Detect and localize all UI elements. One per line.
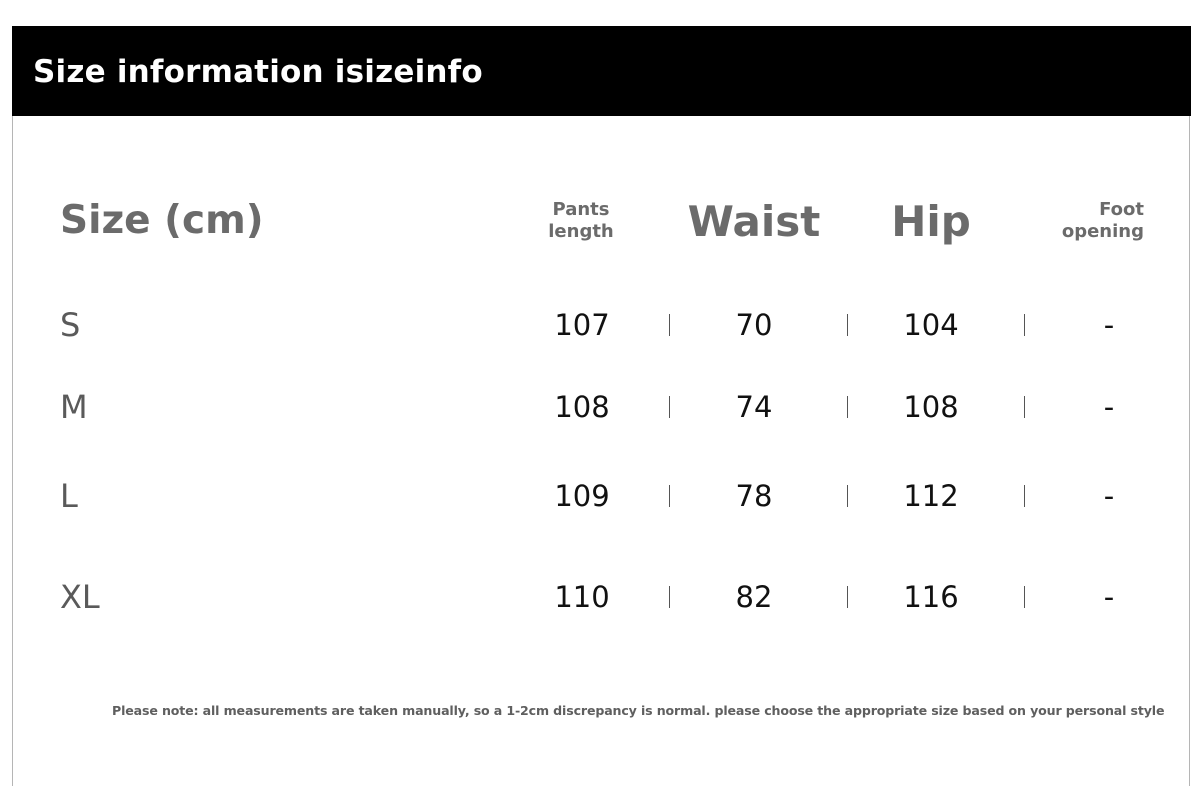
header-foot-opening-line1: Foot	[1099, 199, 1144, 220]
size-cell: L	[60, 477, 78, 515]
header-pants-length-line1: Pants	[552, 199, 610, 220]
waist-cell: 78	[735, 479, 773, 513]
title-bar	[12, 26, 1191, 116]
column-divider	[1024, 586, 1025, 608]
table-row	[0, 305, 1199, 345]
size-cell: XL	[60, 578, 100, 616]
measurement-note: Please note: all measurements are taken manually, so a 1-2cm discrepancy is normal. please choose the appropriate size based on your personal style	[112, 703, 1165, 718]
foot-opening-cell: -	[1103, 308, 1115, 342]
table-row	[0, 387, 1199, 427]
hip-cell: 112	[903, 479, 959, 513]
size-cell: S	[60, 306, 81, 344]
header-foot-opening-line2: opening	[1061, 221, 1144, 242]
column-divider	[847, 314, 848, 336]
hip-cell: 108	[903, 390, 959, 424]
header-hip: Hip	[891, 197, 971, 246]
column-divider	[1024, 485, 1025, 507]
pants-length-cell: 109	[554, 479, 610, 513]
column-divider	[669, 314, 670, 336]
header-foot-opening	[1046, 199, 1144, 243]
header-pants-length	[531, 199, 631, 243]
waist-cell: 82	[735, 580, 773, 614]
column-divider	[1024, 314, 1025, 336]
header-size: Size (cm)	[60, 198, 264, 243]
table-row	[0, 476, 1199, 516]
waist-cell: 74	[735, 390, 773, 424]
header-waist: Waist	[687, 197, 821, 246]
column-divider	[669, 485, 670, 507]
foot-opening-cell: -	[1103, 390, 1115, 424]
page-title: Size information isizeinfo	[33, 54, 483, 90]
pants-length-cell: 107	[554, 308, 610, 342]
foot-opening-cell: -	[1103, 580, 1115, 614]
column-divider	[847, 586, 848, 608]
pants-length-cell: 108	[554, 390, 610, 424]
hip-cell: 116	[903, 580, 959, 614]
pants-length-cell: 110	[554, 580, 610, 614]
waist-cell: 70	[735, 308, 773, 342]
column-divider	[847, 485, 848, 507]
column-divider	[669, 396, 670, 418]
table-row	[0, 577, 1199, 617]
foot-opening-cell: -	[1103, 479, 1115, 513]
column-divider	[669, 586, 670, 608]
column-divider	[847, 396, 848, 418]
hip-cell: 104	[903, 308, 959, 342]
size-cell: M	[60, 388, 88, 426]
header-pants-length-line2: length	[548, 221, 614, 242]
column-divider	[1024, 396, 1025, 418]
